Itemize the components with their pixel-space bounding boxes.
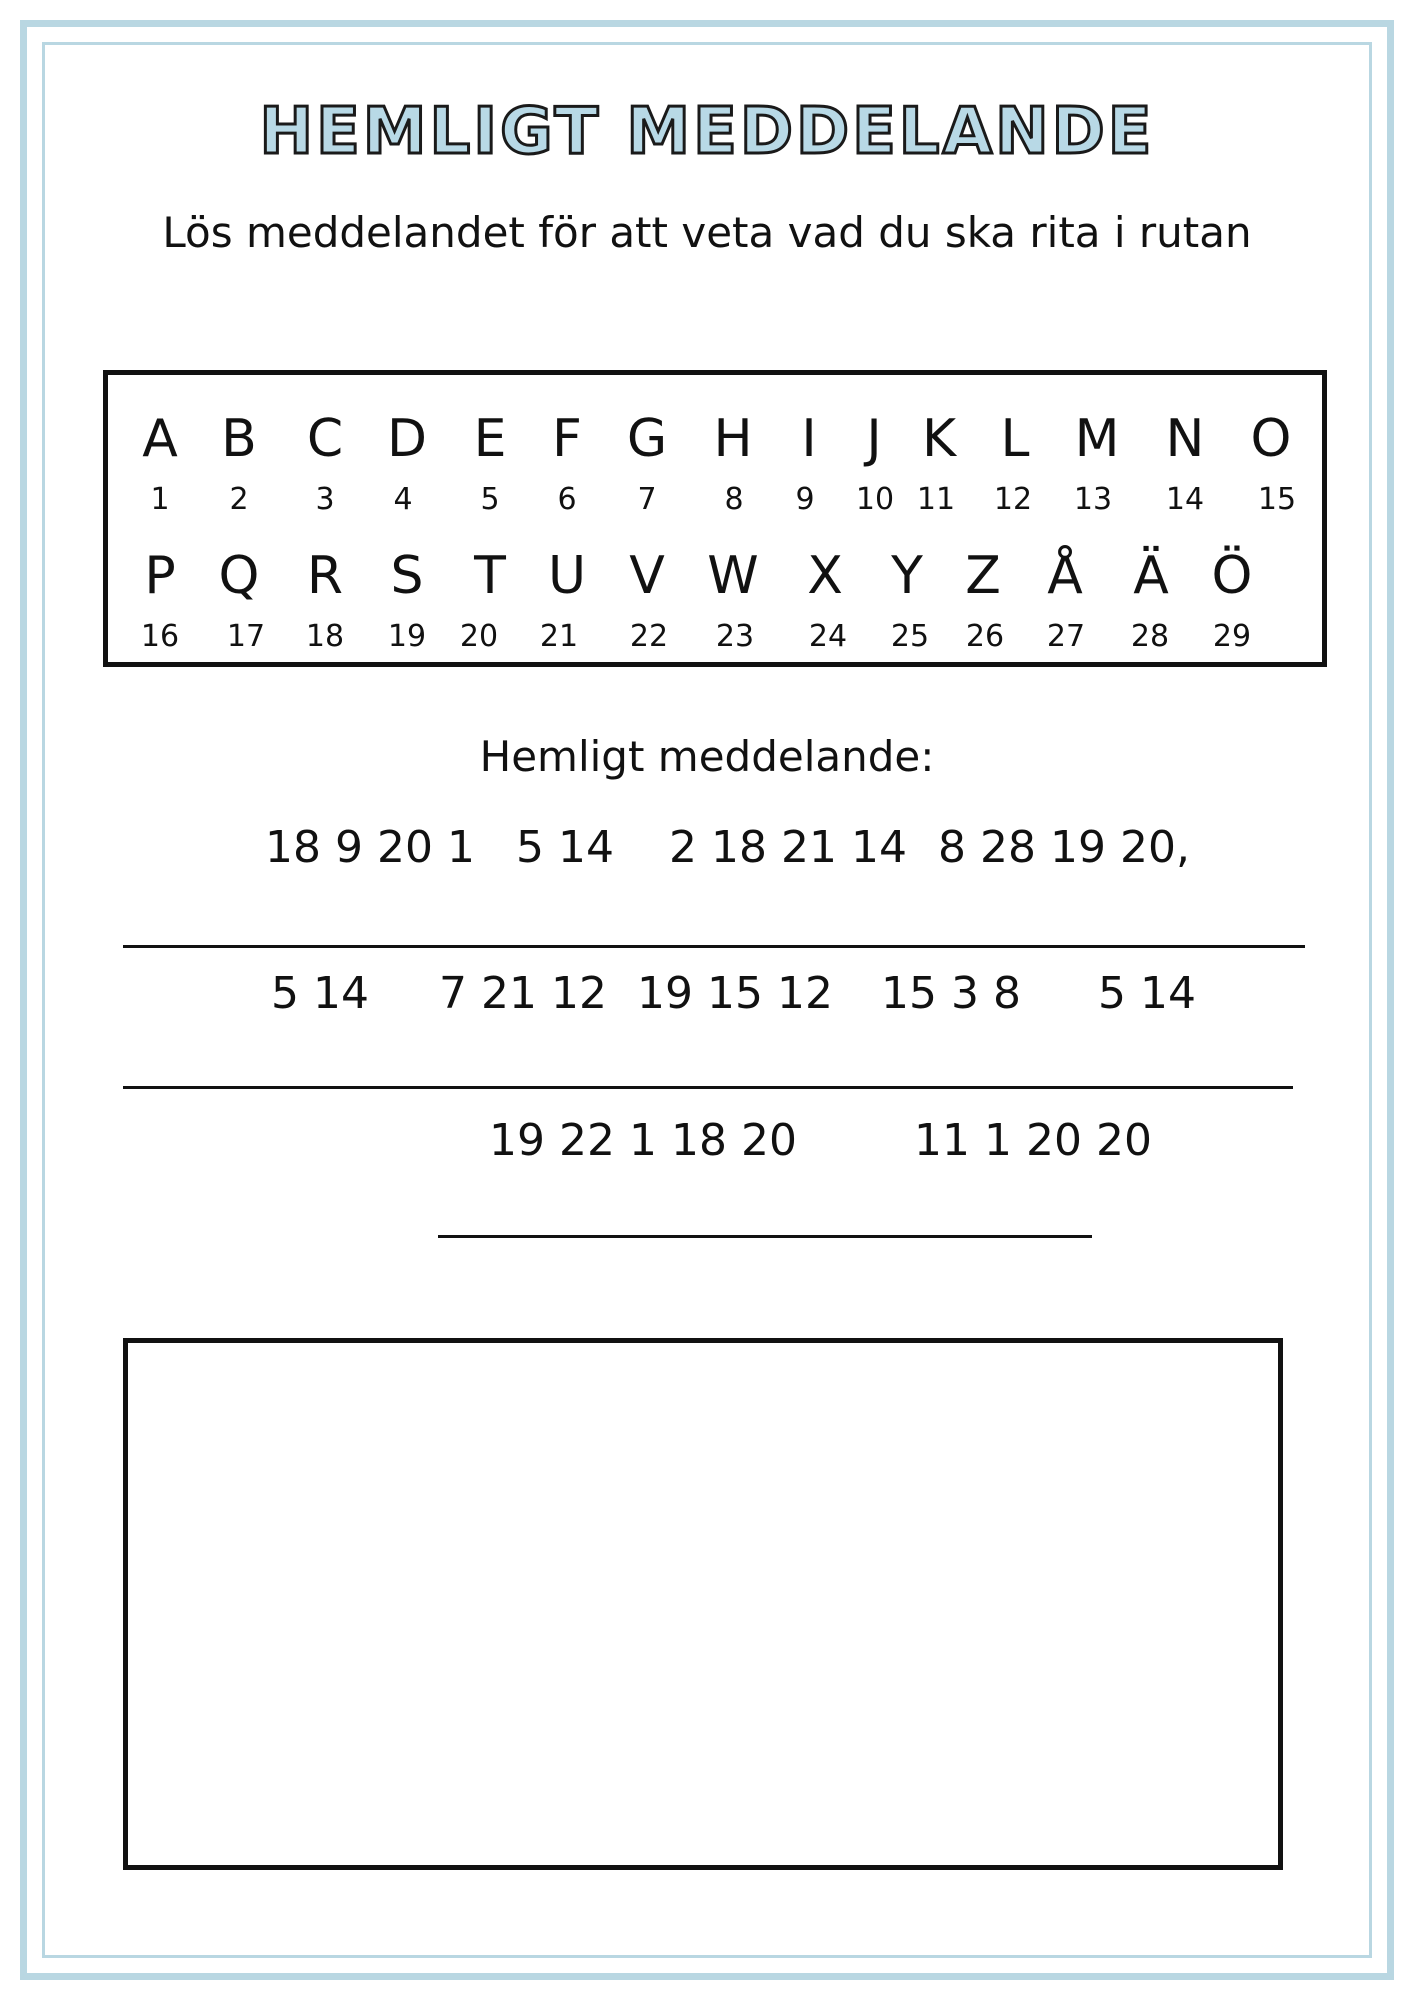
instructions: Lös meddelandet för att veta vad du ska rita i rutan	[162, 208, 1252, 257]
cipher-letter: J	[866, 409, 882, 469]
cipher-number: 11	[916, 482, 956, 517]
cipher-number: 23	[715, 619, 755, 654]
cipher-number: 1	[150, 482, 170, 517]
cipher-number: 24	[808, 619, 848, 654]
cipher-number: 27	[1046, 619, 1086, 654]
code-word: 15 3 8	[881, 968, 1021, 1019]
cipher-number: 25	[890, 619, 930, 654]
answer-line[interactable]	[438, 1235, 1092, 1238]
answer-line[interactable]	[123, 945, 1305, 948]
cipher-number: 17	[226, 619, 266, 654]
cipher-number: 2	[229, 482, 249, 517]
cipher-number: 22	[629, 619, 669, 654]
cipher-letter: K	[921, 409, 957, 469]
cipher-letter: I	[801, 409, 817, 469]
code-word: 5 14	[516, 822, 614, 873]
code-word: 8 28 19 20,	[938, 822, 1190, 873]
cipher-letter: N	[1165, 409, 1205, 469]
cipher-number: 26	[965, 619, 1005, 654]
answer-line[interactable]	[123, 1086, 1293, 1089]
cipher-letter: R	[306, 546, 344, 606]
cipher-letter: Ä	[1133, 546, 1169, 606]
cipher-letter: Y	[891, 546, 923, 606]
cipher-number: 20	[459, 619, 499, 654]
cipher-letter: B	[221, 409, 257, 469]
drawing-box[interactable]	[123, 1338, 1283, 1870]
cipher-letter: Ö	[1211, 546, 1253, 606]
message-heading: Hemligt meddelande:	[479, 732, 935, 781]
cipher-letter: L	[1000, 409, 1030, 469]
cipher-number: 15	[1257, 482, 1297, 517]
cipher-number: 16	[140, 619, 180, 654]
cipher-key-box	[103, 370, 1327, 667]
cipher-letter: A	[142, 409, 178, 469]
cipher-letter: W	[707, 546, 759, 606]
cipher-letter: D	[386, 409, 428, 469]
cipher-letter: P	[144, 546, 176, 606]
cipher-number: 19	[387, 619, 427, 654]
cipher-number: 18	[305, 619, 345, 654]
cipher-number: 4	[393, 482, 413, 517]
cipher-letter: H	[713, 409, 753, 469]
cipher-letter: O	[1250, 409, 1292, 469]
code-word: 19 15 12	[637, 968, 833, 1019]
code-word: 7 21 12	[439, 968, 607, 1019]
code-word: 19 22 1 18 20	[489, 1115, 797, 1166]
code-word: 18 9 20 1	[265, 822, 475, 873]
code-word: 11 1 20 20	[914, 1115, 1152, 1166]
cipher-letter: Å	[1047, 546, 1083, 606]
cipher-number: 6	[557, 482, 577, 517]
cipher-number: 13	[1073, 482, 1113, 517]
cipher-letter: V	[629, 546, 665, 606]
cipher-letter: X	[807, 546, 843, 606]
cipher-letter: U	[547, 546, 587, 606]
cipher-number: 3	[315, 482, 335, 517]
cipher-number: 9	[795, 482, 815, 517]
cipher-number: 12	[993, 482, 1033, 517]
cipher-letter: C	[306, 409, 344, 469]
cipher-letter: G	[626, 409, 668, 469]
cipher-letter: E	[473, 409, 507, 469]
cipher-letter: F	[552, 409, 582, 469]
cipher-letter: M	[1074, 409, 1120, 469]
page-title: HEMLIGT MEDDELANDE	[259, 95, 1155, 169]
cipher-number: 7	[637, 482, 657, 517]
cipher-number: 8	[724, 482, 744, 517]
code-word: 5 14	[1098, 968, 1196, 1019]
code-word: 2 18 21 14	[669, 822, 907, 873]
cipher-number: 5	[480, 482, 500, 517]
cipher-number: 10	[855, 482, 895, 517]
cipher-number: 28	[1130, 619, 1170, 654]
cipher-letter: S	[390, 546, 424, 606]
cipher-letter: Z	[965, 546, 1001, 606]
code-word: 5 14	[271, 968, 369, 1019]
cipher-letter: T	[474, 546, 506, 606]
cipher-letter: Q	[218, 546, 260, 606]
cipher-number: 21	[539, 619, 579, 654]
cipher-number: 14	[1165, 482, 1205, 517]
cipher-number: 29	[1212, 619, 1252, 654]
